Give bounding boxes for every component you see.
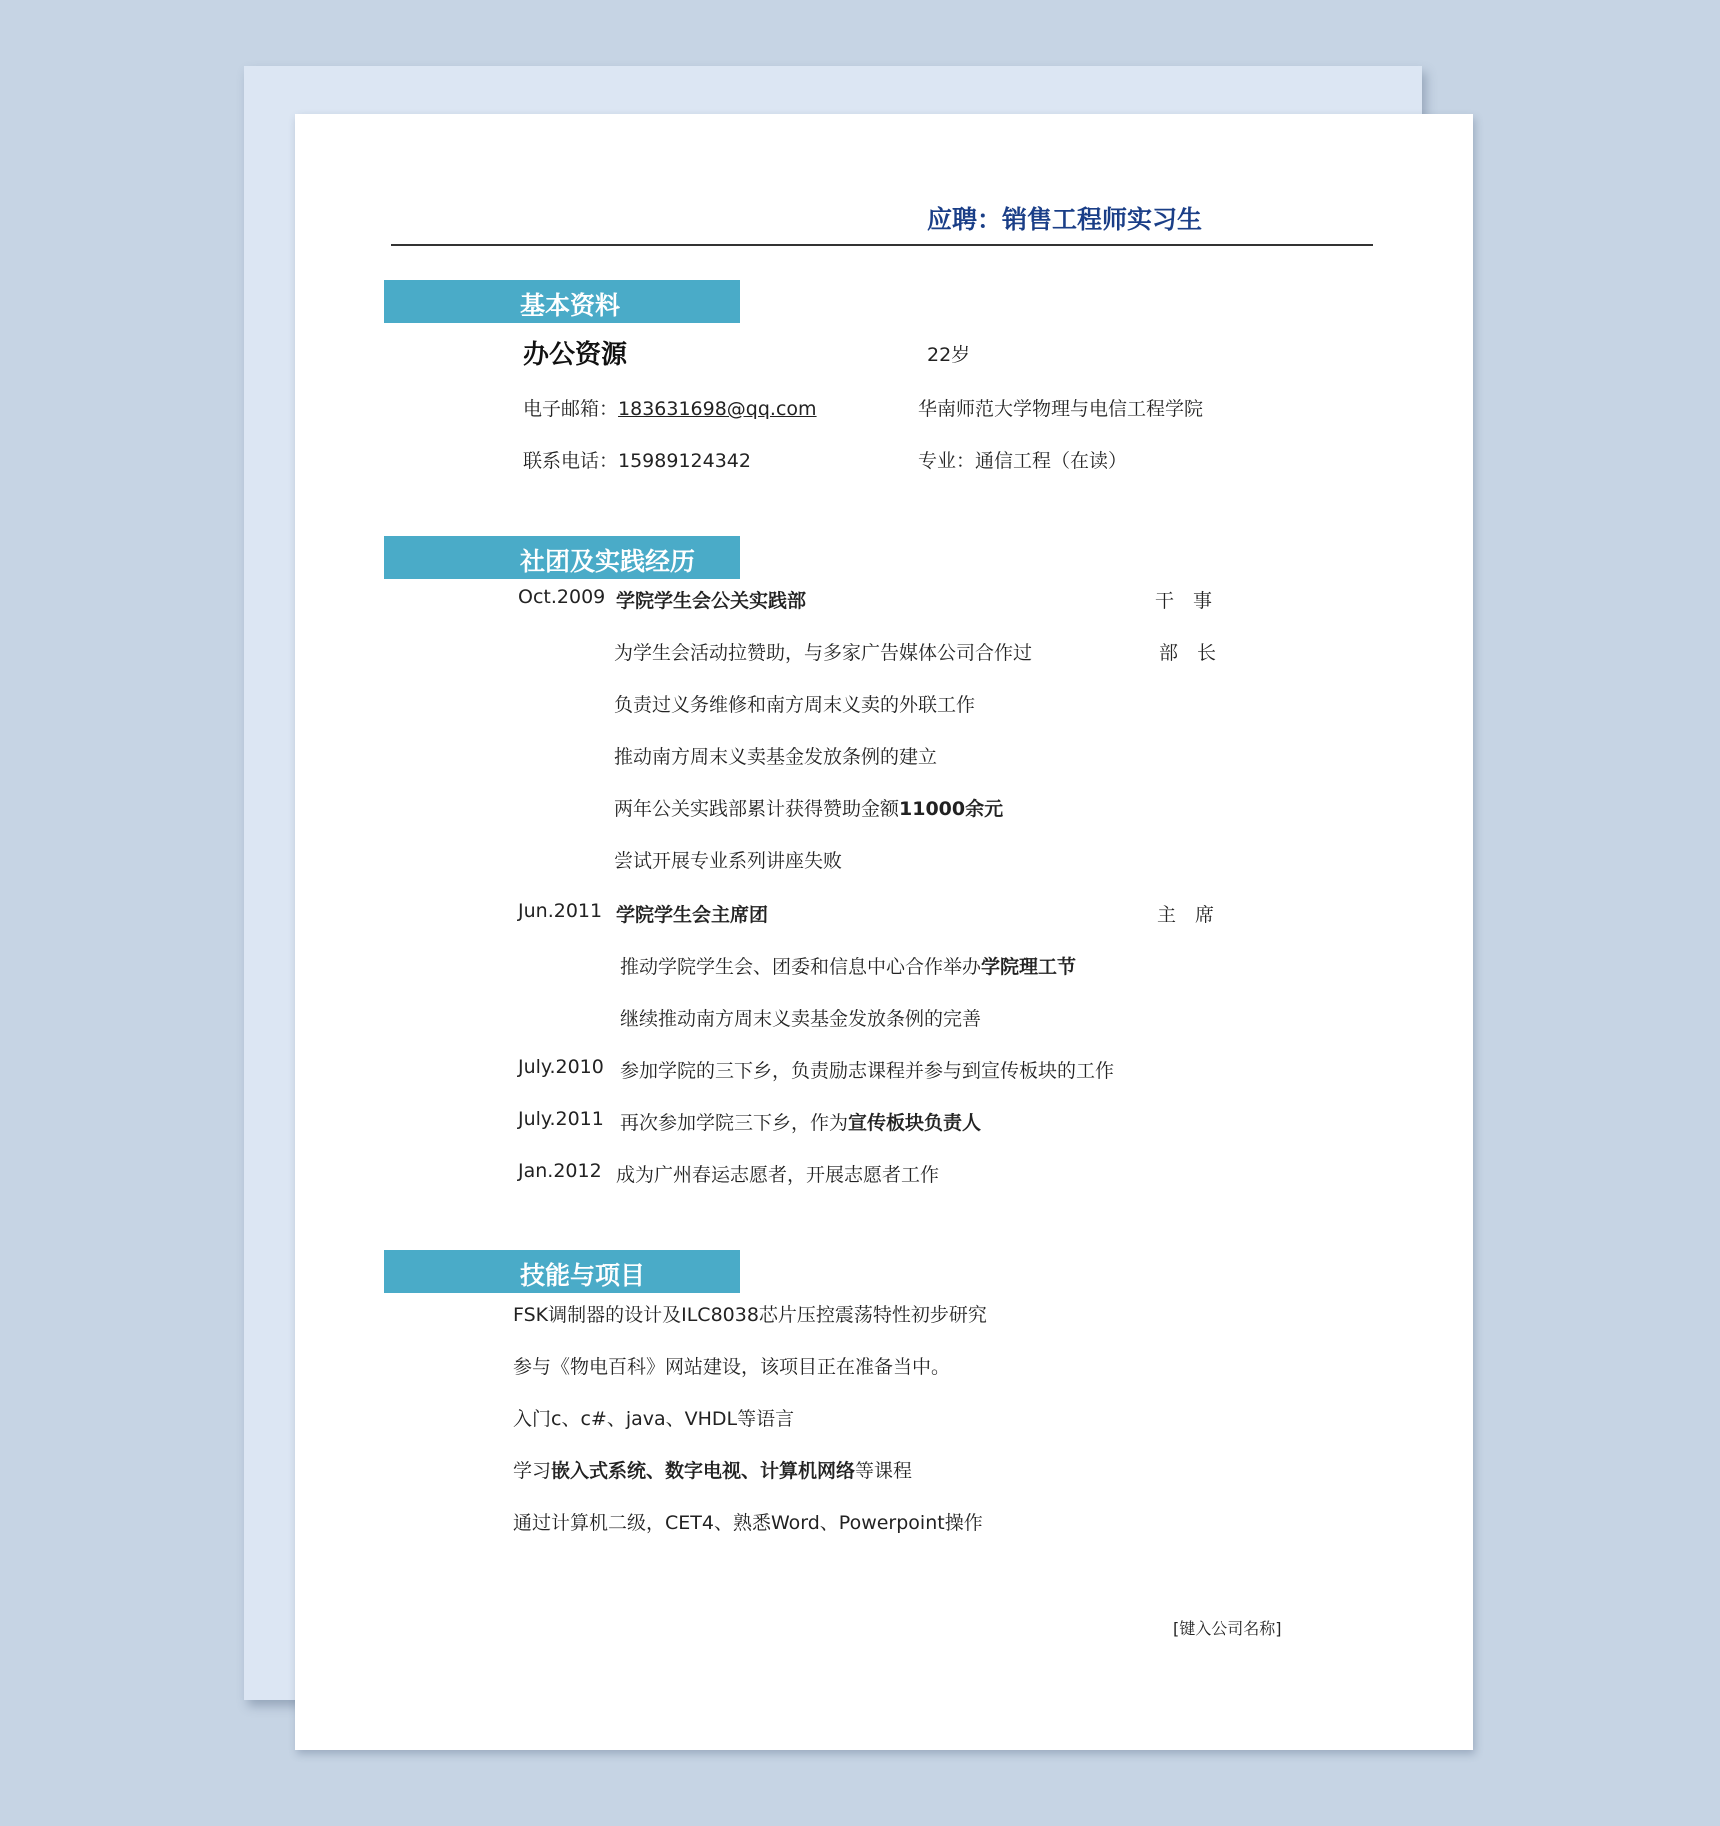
exp4-text-role: 宣传板块负责人	[848, 1112, 982, 1134]
skill-item-2: 参与《物电百科》网站建设，该项目正在准备当中。	[513, 1356, 951, 1378]
footer-company: [键入公司名称]	[1173, 1619, 1282, 1638]
exp1-item-4-amount: 11000余元	[899, 798, 1004, 820]
exp1-role-1: 干 事	[1155, 590, 1213, 612]
section-header-club	[384, 536, 740, 579]
exp2-role: 主 席	[1157, 904, 1215, 926]
section-header-skills	[384, 1250, 740, 1293]
exp2-item-1-event: 学院理工节	[981, 956, 1077, 978]
skill-item-4-pre: 学习	[513, 1460, 552, 1482]
exp1-item-1: 为学生会活动拉赞助，与多家广告媒体公司合作过	[614, 642, 1033, 664]
exp2-date: Jun.2011	[518, 900, 603, 922]
skill-item-1: FSK调制器的设计及ILC8038芯片压控震荡特性初步研究	[513, 1304, 987, 1326]
exp2-item-1-text: 推动学院学生会、团委和信息中心合作举办	[620, 956, 982, 978]
title-divider	[391, 244, 1373, 246]
exp3-text: 参加学院的三下乡，负责励志课程并参与到宣传板块的工作	[620, 1060, 1115, 1082]
skill-item-4-courses: 嵌入式系统、数字电视、计算机网络	[551, 1460, 856, 1482]
exp1-date: Oct.2009	[518, 586, 606, 608]
exp2-item-2: 继续推动南方周末义卖基金发放条例的完善	[620, 1008, 982, 1030]
exp5-date: Jan.2012	[518, 1160, 602, 1182]
exp4-date: July.2011	[518, 1108, 604, 1130]
exp1-item-3: 推动南方周末义卖基金发放条例的建立	[614, 746, 938, 768]
exp1-item-4	[614, 794, 1003, 821]
skill-item-4	[513, 1456, 912, 1483]
applicant-age: 22岁	[927, 344, 971, 366]
email-label: 电子邮箱：	[523, 398, 619, 420]
page-title: 应聘：销售工程师实习生	[927, 205, 1203, 234]
exp1-item-4-text: 两年公关实践部累计获得赞助金额	[614, 798, 900, 820]
section-title-skills: 技能与项目	[520, 1261, 646, 1290]
exp3-date: July.2010	[518, 1056, 604, 1078]
resume-page	[295, 114, 1473, 1750]
section-title-basic: 基本资料	[520, 291, 621, 320]
exp4-text	[620, 1108, 981, 1135]
section-header-basic	[384, 280, 740, 323]
exp5-text: 成为广州春运志愿者，开展志愿者工作	[616, 1164, 940, 1186]
exp2-organization: 学院学生会主席团	[616, 904, 769, 926]
skill-item-4-post: 等课程	[855, 1460, 913, 1482]
exp2-item-1	[620, 952, 1076, 979]
exp1-organization: 学院学生会公关实践部	[616, 590, 807, 612]
email-link[interactable]: 183631698@qq.com	[618, 398, 817, 420]
exp1-item-5: 尝试开展专业系列讲座失败	[614, 850, 843, 872]
exp1-role-2: 部 长	[1159, 642, 1217, 664]
skill-item-5: 通过计算机二级，CET4、熟悉Word、Powerpoint操作	[513, 1512, 983, 1534]
email-row	[523, 394, 817, 421]
section-title-club: 社团及实践经历	[520, 547, 696, 576]
phone: 联系电话：15989124342	[523, 450, 751, 472]
exp4-text-pre: 再次参加学院三下乡，作为	[620, 1112, 849, 1134]
school: 华南师范大学物理与电信工程学院	[918, 398, 1204, 420]
skill-item-3: 入门c、c#、java、VHDL等语言	[513, 1408, 795, 1430]
exp1-item-2: 负责过义务维修和南方周末义卖的外联工作	[614, 694, 976, 716]
applicant-name: 办公资源	[523, 340, 628, 370]
major: 专业：通信工程（在读）	[918, 450, 1128, 472]
